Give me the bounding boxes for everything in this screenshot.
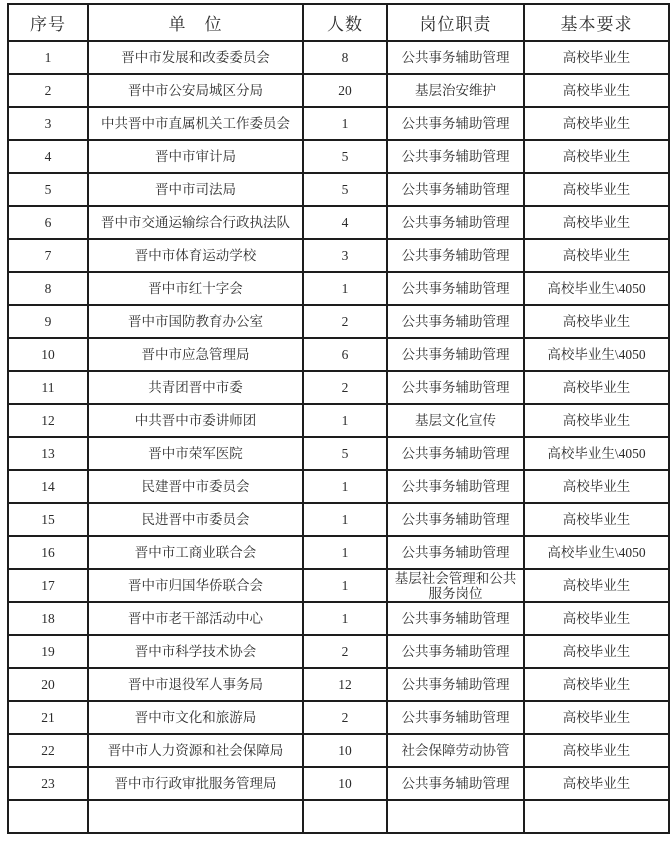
table-row <box>8 338 669 371</box>
cell-duty: 公共事务辅助管理 <box>387 503 524 536</box>
cell-no: 1 <box>8 41 88 74</box>
cell-duty-empty <box>387 800 524 833</box>
cell-duty: 公共事务辅助管理 <box>387 602 524 635</box>
cell-duty: 公共事务辅助管理 <box>387 371 524 404</box>
cell-duty: 公共事务辅助管理 <box>387 437 524 470</box>
cell-unit: 晋中市退役军人事务局 <box>88 668 303 701</box>
cell-duty: 公共事务辅助管理 <box>387 173 524 206</box>
cell-count: 2 <box>303 371 387 404</box>
table-row <box>8 206 669 239</box>
table-row <box>8 503 669 536</box>
cell-no: 10 <box>8 338 88 371</box>
cell-no: 12 <box>8 404 88 437</box>
table-row <box>8 74 669 107</box>
cell-unit: 晋中市归国华侨联合会 <box>88 569 303 602</box>
cell-no: 19 <box>8 635 88 668</box>
table-row <box>8 173 669 206</box>
cell-count: 2 <box>303 701 387 734</box>
cell-unit: 晋中市人力资源和社会保障局 <box>88 734 303 767</box>
cell-count: 20 <box>303 74 387 107</box>
cell-no: 6 <box>8 206 88 239</box>
cell-requirement: 高校毕业生 <box>524 371 669 404</box>
header-row <box>8 4 669 41</box>
table-row <box>8 404 669 437</box>
cell-duty: 社会保障劳动协管 <box>387 734 524 767</box>
cell-count: 1 <box>303 272 387 305</box>
cell-no: 7 <box>8 239 88 272</box>
cell-duty: 公共事务辅助管理 <box>387 536 524 569</box>
cell-unit: 晋中市老干部活动中心 <box>88 602 303 635</box>
cell-count: 5 <box>303 140 387 173</box>
table-row <box>8 41 669 74</box>
cell-requirement: 高校毕业生 <box>524 206 669 239</box>
cell-requirement: 高校毕业生 <box>524 305 669 338</box>
cell-no: 20 <box>8 668 88 701</box>
col-header-requirement: 基本要求 <box>524 4 669 41</box>
table-row <box>8 470 669 503</box>
cell-no: 21 <box>8 701 88 734</box>
cell-count: 1 <box>303 470 387 503</box>
cell-no: 5 <box>8 173 88 206</box>
cell-requirement: 高校毕业生 <box>524 668 669 701</box>
cell-count: 5 <box>303 437 387 470</box>
cell-requirement: 高校毕业生 <box>524 140 669 173</box>
cell-no: 17 <box>8 569 88 602</box>
cell-no-empty <box>8 800 88 833</box>
cell-unit: 晋中市国防教育办公室 <box>88 305 303 338</box>
cell-no: 14 <box>8 470 88 503</box>
cell-count: 3 <box>303 239 387 272</box>
cell-unit: 晋中市发展和改委委员会 <box>88 41 303 74</box>
cell-no: 23 <box>8 767 88 800</box>
cell-no: 16 <box>8 536 88 569</box>
col-header-duty: 岗位职责 <box>387 4 524 41</box>
table-row <box>8 536 669 569</box>
recruitment-table <box>7 3 670 834</box>
cell-requirement: 高校毕业生\4050 <box>524 272 669 305</box>
cell-count: 1 <box>303 503 387 536</box>
cell-count: 1 <box>303 569 387 602</box>
table-row <box>8 602 669 635</box>
cell-count: 6 <box>303 338 387 371</box>
cell-requirement: 高校毕业生 <box>524 503 669 536</box>
cell-no: 9 <box>8 305 88 338</box>
cell-duty: 公共事务辅助管理 <box>387 338 524 371</box>
cell-unit: 晋中市公安局城区分局 <box>88 74 303 107</box>
cell-duty: 公共事务辅助管理 <box>387 41 524 74</box>
table-row <box>8 569 669 602</box>
table-row <box>8 305 669 338</box>
cell-unit: 民建晋中市委员会 <box>88 470 303 503</box>
cell-no: 13 <box>8 437 88 470</box>
cell-count: 2 <box>303 305 387 338</box>
cell-duty: 公共事务辅助管理 <box>387 272 524 305</box>
cell-unit: 民进晋中市委员会 <box>88 503 303 536</box>
cell-requirement: 高校毕业生\4050 <box>524 536 669 569</box>
cell-unit: 晋中市体育运动学校 <box>88 239 303 272</box>
cell-requirement: 高校毕业生 <box>524 239 669 272</box>
cell-unit: 晋中市应急管理局 <box>88 338 303 371</box>
cell-duty: 公共事务辅助管理 <box>387 470 524 503</box>
table-row <box>8 371 669 404</box>
cell-unit: 晋中市红十字会 <box>88 272 303 305</box>
cell-duty: 基层治安维护 <box>387 74 524 107</box>
cell-no: 4 <box>8 140 88 173</box>
cell-count: 5 <box>303 173 387 206</box>
cell-no: 11 <box>8 371 88 404</box>
cell-requirement: 高校毕业生 <box>524 470 669 503</box>
table-row <box>8 239 669 272</box>
cell-duty: 公共事务辅助管理 <box>387 206 524 239</box>
cell-no: 15 <box>8 503 88 536</box>
cell-duty: 基层文化宣传 <box>387 404 524 437</box>
col-header-no: 序号 <box>8 4 88 41</box>
cell-requirement: 高校毕业生 <box>524 602 669 635</box>
col-header-count: 人数 <box>303 4 387 41</box>
cell-no: 3 <box>8 107 88 140</box>
cell-count: 1 <box>303 404 387 437</box>
cell-requirement: 高校毕业生 <box>524 569 669 602</box>
cell-unit: 晋中市司法局 <box>88 173 303 206</box>
cell-unit-empty <box>88 800 303 833</box>
cell-unit: 中共晋中市直属机关工作委员会 <box>88 107 303 140</box>
cell-requirement: 高校毕业生 <box>524 701 669 734</box>
cell-count: 1 <box>303 536 387 569</box>
cell-no: 18 <box>8 602 88 635</box>
cell-no: 8 <box>8 272 88 305</box>
cell-count: 2 <box>303 635 387 668</box>
table-row <box>8 140 669 173</box>
cell-count: 4 <box>303 206 387 239</box>
cell-unit: 晋中市科学技术协会 <box>88 635 303 668</box>
cell-count-empty <box>303 800 387 833</box>
cell-unit: 晋中市工商业联合会 <box>88 536 303 569</box>
cell-duty: 公共事务辅助管理 <box>387 668 524 701</box>
cell-requirement: 高校毕业生 <box>524 41 669 74</box>
cell-requirement: 高校毕业生 <box>524 74 669 107</box>
table-row <box>8 437 669 470</box>
cell-duty: 公共事务辅助管理 <box>387 767 524 800</box>
table-body <box>8 41 669 833</box>
cell-count: 10 <box>303 734 387 767</box>
cell-requirement: 高校毕业生 <box>524 734 669 767</box>
cell-requirement: 高校毕业生 <box>524 635 669 668</box>
table-row <box>8 107 669 140</box>
cell-duty: 公共事务辅助管理 <box>387 239 524 272</box>
cell-no: 22 <box>8 734 88 767</box>
cell-unit: 共青团晋中市委 <box>88 371 303 404</box>
table-row-partial <box>8 800 669 833</box>
cell-unit: 晋中市审计局 <box>88 140 303 173</box>
col-header-unit: 单 位 <box>88 4 303 41</box>
cell-requirement: 高校毕业生\4050 <box>524 338 669 371</box>
cell-requirement-empty <box>524 800 669 833</box>
cell-unit: 中共晋中市委讲师团 <box>88 404 303 437</box>
cell-unit: 晋中市行政审批服务管理局 <box>88 767 303 800</box>
table-row <box>8 272 669 305</box>
cell-unit: 晋中市荣军医院 <box>88 437 303 470</box>
cell-count: 1 <box>303 602 387 635</box>
cell-requirement: 高校毕业生 <box>524 173 669 206</box>
cell-duty: 公共事务辅助管理 <box>387 701 524 734</box>
cell-duty: 公共事务辅助管理 <box>387 305 524 338</box>
cell-requirement: 高校毕业生 <box>524 767 669 800</box>
cell-count: 10 <box>303 767 387 800</box>
cell-count: 1 <box>303 107 387 140</box>
cell-unit: 晋中市文化和旅游局 <box>88 701 303 734</box>
cell-duty: 公共事务辅助管理 <box>387 107 524 140</box>
table-row <box>8 635 669 668</box>
cell-unit: 晋中市交通运输综合行政执法队 <box>88 206 303 239</box>
table-row <box>8 734 669 767</box>
cell-duty: 公共事务辅助管理 <box>387 140 524 173</box>
cell-duty: 基层社会管理和公共服务岗位 <box>387 569 524 602</box>
table-row <box>8 668 669 701</box>
table-row <box>8 767 669 800</box>
cell-count: 8 <box>303 41 387 74</box>
cell-requirement: 高校毕业生 <box>524 404 669 437</box>
cell-requirement: 高校毕业生 <box>524 107 669 140</box>
cell-duty: 公共事务辅助管理 <box>387 635 524 668</box>
cell-count: 12 <box>303 668 387 701</box>
table-row <box>8 701 669 734</box>
cell-no: 2 <box>8 74 88 107</box>
cell-requirement: 高校毕业生\4050 <box>524 437 669 470</box>
